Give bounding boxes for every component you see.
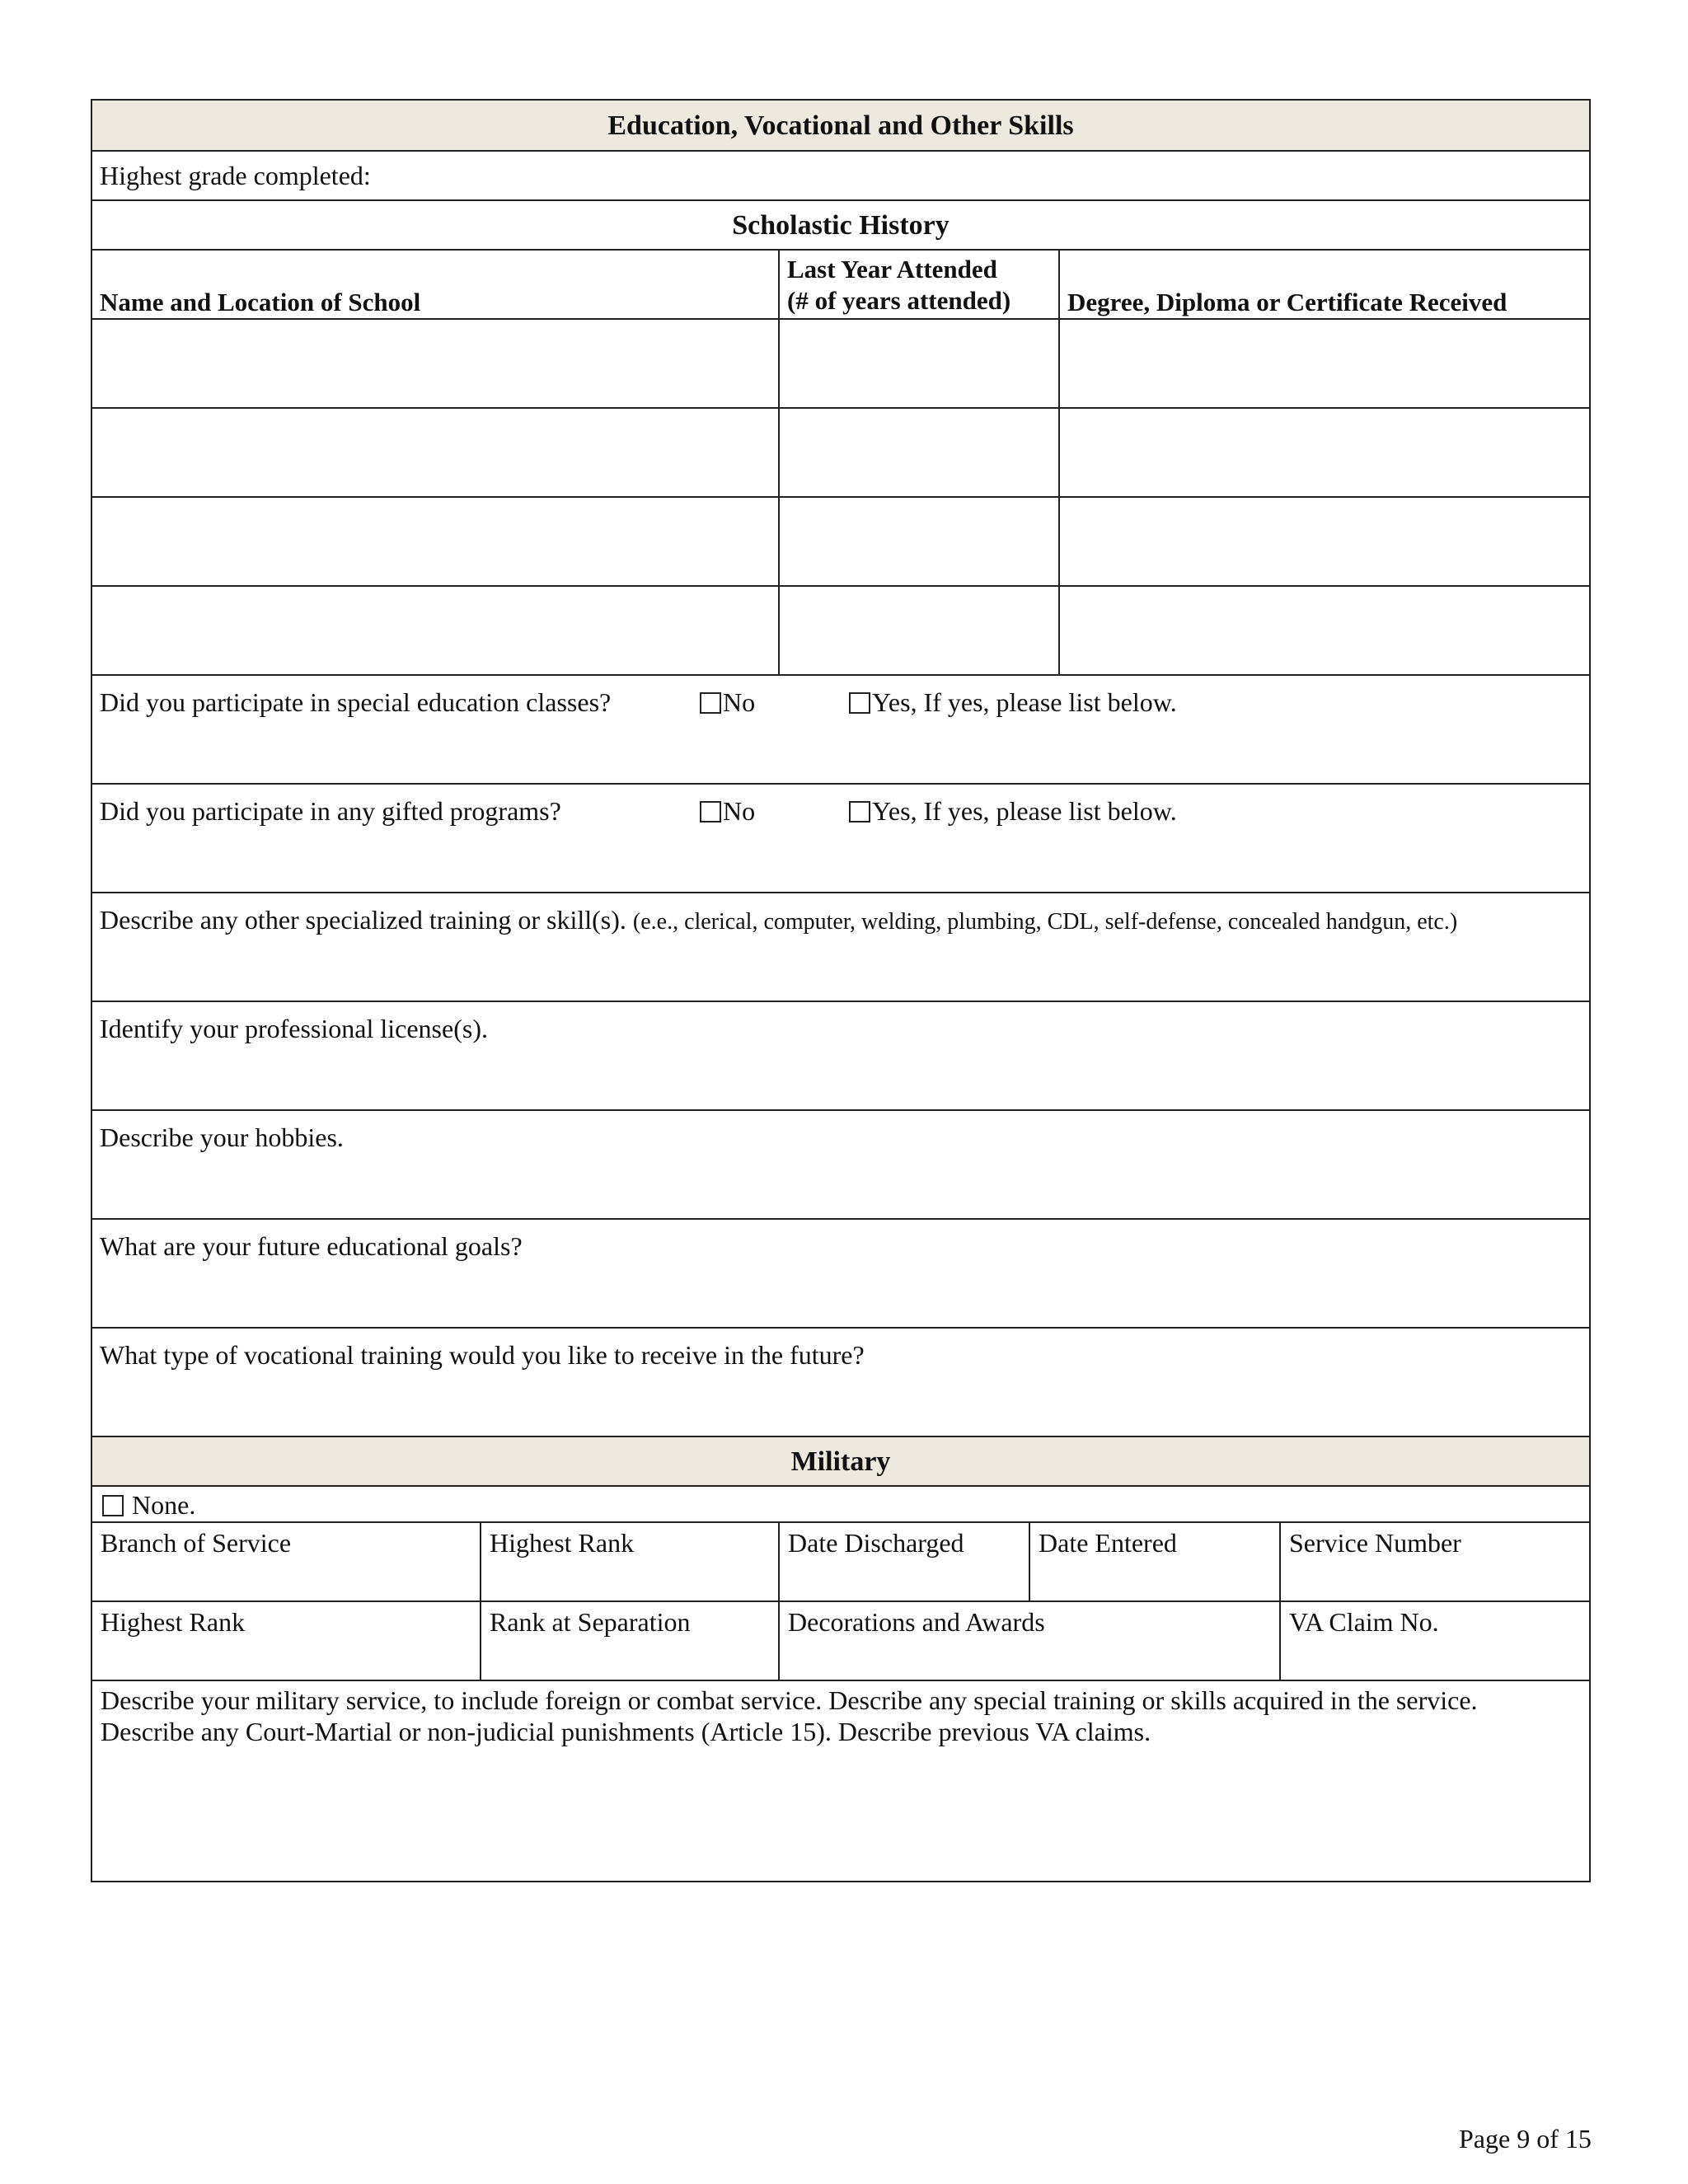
page-number: Page 9 of 15 bbox=[1459, 2124, 1592, 2154]
date-discharged-field[interactable] bbox=[780, 1523, 1030, 1601]
branch-of-service-field[interactable] bbox=[92, 1523, 481, 1601]
table-row bbox=[92, 320, 1589, 409]
military-describe-line1: Describe your military service, to include foreign or combat service. Describe any special training or skills acquired in the service. bbox=[101, 1685, 1478, 1715]
yes-label: Yes, If yes, please list below. bbox=[872, 687, 1177, 717]
military-row-1 bbox=[92, 1523, 1589, 1602]
service-number-field[interactable] bbox=[1281, 1523, 1589, 1601]
degree-cell[interactable] bbox=[1060, 409, 1589, 496]
highest-rank-field[interactable] bbox=[481, 1523, 780, 1601]
degree-cell[interactable] bbox=[1060, 320, 1589, 407]
training-question: Describe any other specialized training or skill(s). bbox=[100, 905, 626, 935]
scholastic-table-header bbox=[92, 251, 1589, 320]
school-cell[interactable] bbox=[92, 498, 780, 585]
gifted-programs-field[interactable] bbox=[92, 785, 1589, 893]
school-header-text: Name and Location of School bbox=[100, 288, 421, 316]
intake-form bbox=[91, 99, 1591, 1882]
last-year-cell[interactable] bbox=[780, 587, 1060, 674]
highest-grade-label: Highest grade completed: bbox=[100, 161, 371, 190]
checkbox-icon[interactable] bbox=[102, 1495, 124, 1516]
date-entered-label: Date Entered bbox=[1039, 1528, 1177, 1558]
gifted-no-option[interactable] bbox=[700, 796, 755, 827]
military-describe-line2: Describe any Court-Martial or non-judicial punishments (Article 15). Describe previous VA claims. bbox=[101, 1717, 1151, 1746]
none-label: None. bbox=[132, 1490, 196, 1520]
column-header-school bbox=[92, 251, 780, 318]
education-section-header bbox=[92, 101, 1589, 152]
date-entered-field[interactable] bbox=[1030, 1523, 1281, 1601]
military-row-2 bbox=[92, 1602, 1589, 1681]
last-year-line2: (# of years attended) bbox=[787, 286, 1011, 315]
last-year-header-text bbox=[780, 254, 1010, 316]
last-year-cell[interactable] bbox=[780, 498, 1060, 585]
licenses-prompt: Identify your professional license(s). bbox=[100, 1014, 488, 1043]
future-goals-field[interactable] bbox=[92, 1220, 1589, 1329]
special-education-field[interactable] bbox=[92, 676, 1589, 785]
date-discharged-label: Date Discharged bbox=[788, 1528, 964, 1558]
hobbies-prompt: Describe your hobbies. bbox=[100, 1122, 344, 1152]
table-row bbox=[92, 498, 1589, 587]
service-number-label: Service Number bbox=[1289, 1528, 1461, 1558]
last-year-cell[interactable] bbox=[780, 409, 1060, 496]
rank-separation-label: Rank at Separation bbox=[490, 1607, 691, 1637]
vocational-training-field[interactable] bbox=[92, 1329, 1589, 1437]
degree-cell[interactable] bbox=[1060, 587, 1589, 674]
education-title: Education, Vocational and Other Skills bbox=[607, 110, 1074, 141]
future-goals-prompt: What are your future educational goals? bbox=[100, 1231, 523, 1261]
checkbox-icon[interactable] bbox=[700, 801, 721, 823]
last-year-cell[interactable] bbox=[780, 320, 1060, 407]
specialized-training-field[interactable] bbox=[92, 893, 1589, 1002]
special-education-question: Did you participate in special education classes? bbox=[100, 687, 612, 717]
specialized-training-prompt bbox=[100, 905, 1457, 935]
vocational-prompt: What type of vocational training would you like to receive in the future? bbox=[100, 1340, 865, 1370]
scholastic-history-header bbox=[92, 201, 1589, 251]
highest-rank-field-2[interactable] bbox=[92, 1602, 481, 1680]
column-header-last-year bbox=[780, 251, 1060, 318]
military-none-option[interactable] bbox=[92, 1487, 1589, 1523]
military-title: Military bbox=[790, 1446, 891, 1477]
table-row bbox=[92, 587, 1589, 676]
military-description-field[interactable] bbox=[92, 1681, 1589, 1881]
checkbox-icon[interactable] bbox=[700, 692, 721, 714]
rank-at-separation-field[interactable] bbox=[481, 1602, 780, 1680]
school-cell[interactable] bbox=[92, 320, 780, 407]
decorations-label: Decorations and Awards bbox=[788, 1607, 1045, 1637]
highest-rank-label: Highest Rank bbox=[490, 1528, 635, 1558]
no-label: No bbox=[723, 796, 756, 826]
va-claim-field[interactable] bbox=[1281, 1602, 1589, 1680]
professional-licenses-field[interactable] bbox=[92, 1002, 1589, 1111]
highest-rank-label-2: Highest Rank bbox=[101, 1607, 246, 1637]
branch-label: Branch of Service bbox=[101, 1528, 292, 1558]
special-education-yes-option[interactable] bbox=[849, 687, 1177, 718]
table-row bbox=[92, 409, 1589, 498]
checkbox-icon[interactable] bbox=[849, 692, 870, 714]
training-examples: (e.e., clerical, computer, welding, plumbing, CDL, self-defense, concealed handgun, etc.) bbox=[632, 909, 1458, 935]
military-section-header bbox=[92, 1437, 1589, 1487]
degree-cell[interactable] bbox=[1060, 498, 1589, 585]
yes-label: Yes, If yes, please list below. bbox=[872, 796, 1177, 826]
column-header-degree bbox=[1060, 251, 1589, 318]
decorations-awards-field[interactable] bbox=[780, 1602, 1281, 1680]
va-claim-label: VA Claim No. bbox=[1289, 1607, 1439, 1637]
special-education-no-option[interactable] bbox=[700, 687, 755, 718]
scholastic-history-title: Scholastic History bbox=[732, 210, 950, 241]
school-cell[interactable] bbox=[92, 409, 780, 496]
last-year-line1: Last Year Attended bbox=[787, 255, 997, 284]
checkbox-icon[interactable] bbox=[849, 801, 870, 823]
gifted-programs-question: Did you participate in any gifted programs? bbox=[100, 796, 561, 826]
school-cell[interactable] bbox=[92, 587, 780, 674]
degree-header-text: Degree, Diploma or Certificate Received bbox=[1067, 288, 1507, 316]
hobbies-field[interactable] bbox=[92, 1111, 1589, 1220]
no-label: No bbox=[723, 687, 756, 717]
gifted-yes-option[interactable] bbox=[849, 796, 1177, 827]
highest-grade-field[interactable] bbox=[92, 152, 1589, 201]
